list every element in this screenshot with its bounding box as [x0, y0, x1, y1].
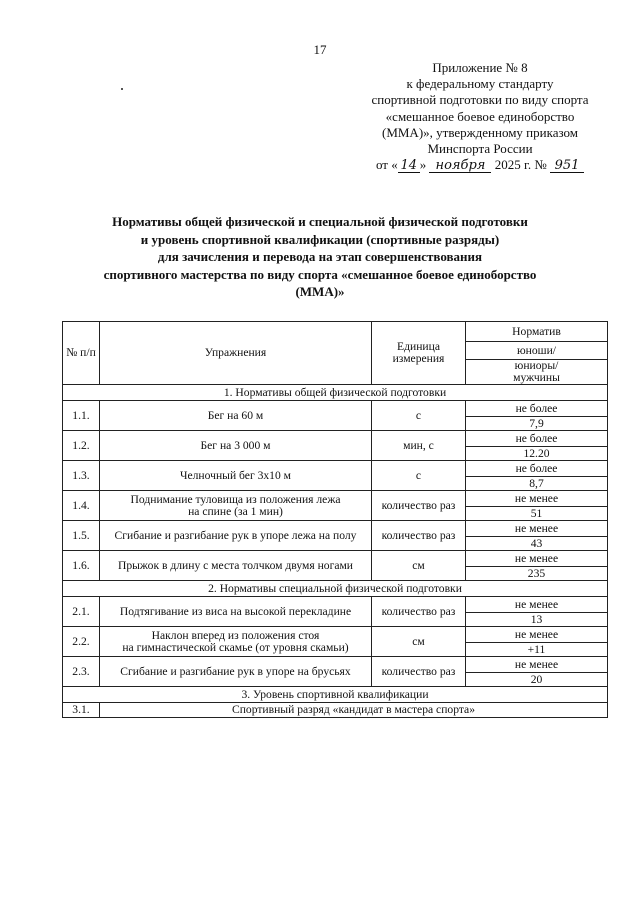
section-row [63, 581, 608, 597]
table-row [63, 703, 608, 718]
row-exercise: Прыжок в длину с места толчком двумя ногами [100, 551, 372, 581]
title-line: Нормативы общей физической и специальной физической подготовки [112, 214, 528, 229]
row-qualifier: не более [466, 461, 608, 477]
row-exercise: Подтягивание из виса на высокой перекладине [100, 597, 372, 627]
row-num: 1.5. [63, 521, 100, 551]
date-prefix: от « [375, 157, 398, 173]
row-unit: см [372, 551, 466, 581]
document-title [70, 213, 570, 301]
table-row [63, 401, 608, 417]
row-unit: количество раз [372, 491, 466, 521]
appendix-line: (ММА)», утвержденному приказом [381, 124, 579, 140]
appendix-line: «смешанное боевое единоборство [385, 108, 575, 124]
appendix-line: Приложение № 8 [432, 60, 528, 75]
year-text: 2025 г. № [494, 157, 547, 173]
row-qualifier: не менее [466, 657, 608, 673]
row-unit: с [372, 401, 466, 431]
title-line: и уровень спортивной квалификации (спортивные разряды) [140, 231, 500, 247]
appendix-header [330, 60, 630, 173]
handwritten-order-number: 951 [550, 160, 584, 173]
header-num: № п/п [63, 322, 100, 385]
row-value: +11 [466, 643, 608, 657]
row-value: 43 [466, 537, 608, 551]
table-row [63, 551, 608, 567]
row-value: 20 [466, 673, 608, 687]
header-row [63, 322, 608, 342]
row-unit: количество раз [372, 597, 466, 627]
row-qualifier: не менее [466, 491, 608, 507]
row-exercise-line: на спине (за 1 мин) [188, 504, 283, 518]
page-number: 17 [313, 42, 327, 57]
header-group [466, 360, 608, 385]
section-title: 1. Нормативы общей физической подготовки [63, 385, 608, 401]
norms-table [62, 321, 608, 718]
row-num: 1.2. [63, 431, 100, 461]
row-qualifier: не более [466, 431, 608, 447]
row-unit: мин, с [372, 431, 466, 461]
row-value: 51 [466, 507, 608, 521]
scan-speck [121, 88, 123, 90]
header-group-line: мужчины [513, 371, 560, 384]
table-row [63, 627, 608, 643]
table-row [63, 521, 608, 537]
row-exercise: Сгибание и разгибание рук в упоре на брусьях [100, 657, 372, 687]
table-row [63, 461, 608, 477]
row-exercise: Бег на 60 м [100, 401, 372, 431]
row-num: 3.1. [63, 703, 100, 718]
header-exercise: Упражнения [100, 322, 372, 385]
title-line: спортивного мастерства по виду спорта «смешанное боевое единоборство [103, 266, 537, 282]
row-num: 1.4. [63, 491, 100, 521]
row-value: 7,9 [466, 417, 608, 431]
table-row [63, 597, 608, 613]
row-exercise-line: Наклон вперед из положения стоя [151, 628, 320, 642]
handwritten-month: ноября [429, 160, 491, 173]
row-exercise-line: Поднимание туловища из положения лежа [130, 492, 341, 506]
row-qualification: Спортивный разряд «кандидат в мастера спорта» [100, 703, 608, 718]
row-value: 13 [466, 613, 608, 627]
row-exercise-line: на гимнастической скамье (от уровня скамьи) [122, 640, 349, 654]
row-num: 1.3. [63, 461, 100, 491]
header-unit: Единица измерения [372, 322, 466, 385]
section-row [63, 385, 608, 401]
row-exercise: Сгибание и разгибание рук в упоре лежа на полу [100, 521, 372, 551]
row-exercise [100, 491, 372, 521]
table-row [63, 657, 608, 673]
header-group-line: юниоры/ [514, 359, 559, 372]
row-unit: см [372, 627, 466, 657]
row-num: 2.1. [63, 597, 100, 627]
row-unit: количество раз [372, 657, 466, 687]
section-row [63, 687, 608, 703]
handwritten-day: 14 [398, 160, 420, 173]
appendix-line: к федеральному стандарту [406, 76, 554, 92]
row-num: 2.2. [63, 627, 100, 657]
row-num: 1.1. [63, 401, 100, 431]
title-line: для зачисления и перевода на этап совершенствования [157, 249, 483, 265]
row-exercise: Челночный бег 3х10 м [100, 461, 372, 491]
row-qualifier: не менее [466, 597, 608, 613]
appendix-line: Минспорта России [427, 141, 533, 157]
row-unit: с [372, 461, 466, 491]
row-value: 8,7 [466, 477, 608, 491]
header-group: юноши/ [466, 342, 608, 360]
row-exercise: Бег на 3 000 м [100, 431, 372, 461]
section-title: 3. Уровень спортивной квалификации [63, 687, 608, 703]
title-line: (ММА)» [295, 284, 345, 300]
order-date-line [330, 157, 630, 173]
section-title: 2. Нормативы специальной физической подготовки [63, 581, 608, 597]
row-num: 2.3. [63, 657, 100, 687]
row-value: 235 [466, 567, 608, 581]
header-norm: Норматив [466, 322, 608, 342]
appendix-line: спортивной подготовки по виду спорта [371, 92, 589, 108]
table-row [63, 431, 608, 447]
date-mid: » [419, 157, 427, 173]
row-qualifier: не менее [466, 521, 608, 537]
row-exercise [100, 627, 372, 657]
table-row [63, 491, 608, 507]
row-value: 12.20 [466, 447, 608, 461]
row-qualifier: не менее [466, 551, 608, 567]
row-qualifier: не менее [466, 627, 608, 643]
row-num: 1.6. [63, 551, 100, 581]
row-qualifier: не более [466, 401, 608, 417]
row-unit: количество раз [372, 521, 466, 551]
